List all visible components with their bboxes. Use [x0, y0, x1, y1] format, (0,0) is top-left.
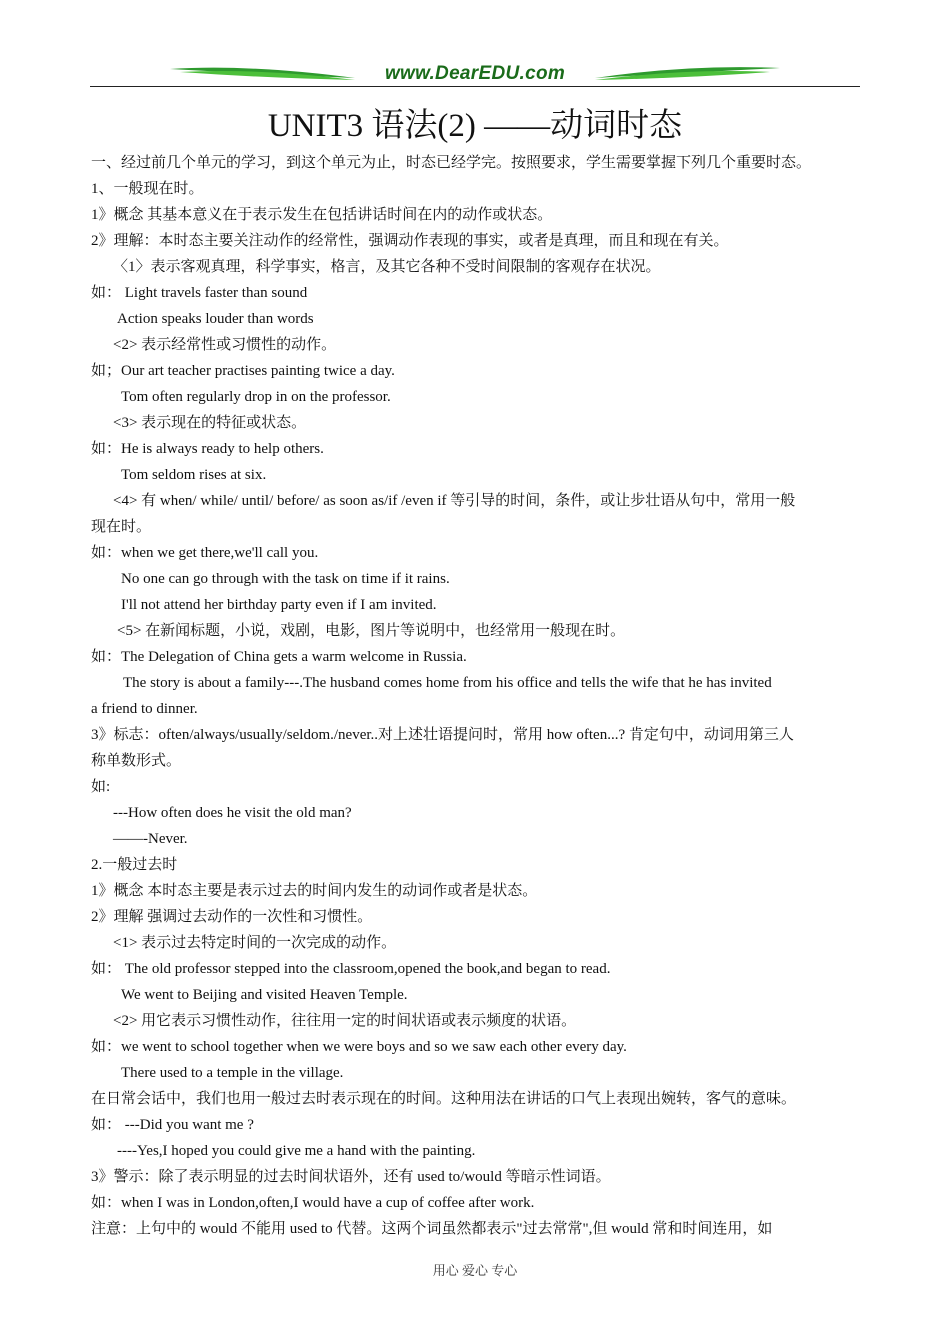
body-line: 1》概念 其基本意义在于表示发生在包括讲话时间在内的动作或状态。 — [91, 207, 553, 223]
body-line: 如： Light travels faster than sound — [91, 285, 308, 301]
body-line: 如：when we get there,we'll call you. — [91, 545, 319, 561]
body-line: Tom seldom rises at six. — [121, 467, 267, 483]
body-line: The story is about a family---.The husband comes home from his office and tells the wife that he has invited — [123, 675, 772, 691]
body-line: ——-Never. — [113, 831, 188, 847]
body-line: a friend to dinner. — [91, 701, 198, 717]
body-line: <2> 用它表示习惯性动作，往往用一定的时间状语或表示频度的状语。 — [113, 1013, 577, 1029]
body-line: There used to a temple in the village. — [121, 1065, 344, 1081]
body-line: 2》理解 强调过去动作的一次性和习惯性。 — [91, 909, 373, 925]
body-line: 称单数形式。 — [91, 753, 182, 769]
body-line: 在日常会话中，我们也用一般过去时表示现在的时间。这种用法在讲话的口气上表现出婉转，客气的意味。 — [91, 1091, 797, 1107]
body-line: 如；Our art teacher practises painting twice a day. — [91, 363, 395, 379]
body-line: 如: — [91, 779, 111, 795]
body-line: Action speaks louder than words — [117, 311, 314, 327]
body-line: 〈1〉表示客观真理，科学事实，格言，及其它各种不受时间限制的客观存在状况。 — [113, 259, 661, 275]
body-line: 如：when I was in London,often,I would have a cup of coffee after work. — [91, 1195, 535, 1211]
body-line: 注意：上句中的 would 不能用 used to 代替。这两个词虽然都表示"过去常常",但 would 常和时间连用，如 — [91, 1221, 773, 1237]
body-line: 2》理解：本时态主要关注动作的经常性，强调动作表现的事实，或者是真理，而且和现在有关。 — [91, 233, 729, 249]
body-line: <1> 表示过去特定时间的一次完成的动作。 — [113, 935, 397, 951]
body-line: 1、一般现在时。 — [91, 181, 204, 197]
body-line: 3》标志：often/always/usually/seldom./never..对上述壮语提问时，常用 how often...? 肯定句中，动词用第三人 — [91, 727, 794, 743]
body-line: Tom often regularly drop in on the professor. — [121, 389, 391, 405]
body-line: We went to Beijing and visited Heaven Temple. — [121, 987, 408, 1003]
body-line: 现在时。 — [91, 519, 152, 535]
body-line: 3》警示：除了表示明显的过去时间状语外，还有 used to/would 等暗示性词语。 — [91, 1169, 611, 1185]
document-body — [91, 150, 861, 1242]
body-line: 一、经过前几个单元的学习，到这个单元为止，时态已经学完。按照要求，学生需要掌握下列几个重要时态。 — [91, 155, 812, 171]
body-line: 如： ---Did you want me ? — [91, 1117, 254, 1133]
body-line: ----Yes,I hoped you could give me a hand with the painting. — [117, 1143, 476, 1159]
body-line: 1》概念 本时态主要是表示过去的时间内发生的动词作或者是状态。 — [91, 883, 538, 899]
body-line: 2.一般过去时 — [91, 857, 178, 873]
body-line: <4> 有 when/ while/ until/ before/ as soon as/if /even if 等引导的时间，条件，或让步壮语从句中，常用一般 — [113, 493, 796, 509]
body-line: ---How often does he visit the old man? — [113, 805, 352, 821]
body-line: 如： The old professor stepped into the classroom,opened the book,and began to read. — [91, 961, 611, 977]
body-line: No one can go through with the task on time if it rains. — [121, 571, 450, 587]
body-line: 如：The Delegation of China gets a warm welcome in Russia. — [91, 649, 467, 665]
body-line: 如：He is always ready to help others. — [91, 441, 324, 457]
page-footer: 用心 爱心 专心 — [432, 1263, 518, 1278]
body-line: <5> 在新闻标题，小说，戏剧，电影，图片等说明中，也经常用一般现在时。 — [117, 623, 626, 639]
body-line: 如：we went to school together when we were boys and so we saw each other every day. — [91, 1039, 627, 1055]
page-title: UNIT3 语法(2) ——动词时态 — [267, 108, 683, 144]
body-line: I'll not attend her birthday party even if I am invited. — [121, 597, 437, 613]
body-line: <2> 表示经常性或习惯性的动作。 — [113, 337, 337, 353]
site-logo-text: www.DearEDU.com — [384, 63, 566, 84]
header-rule — [90, 86, 860, 87]
body-line: <3> 表示现在的特征或状态。 — [113, 415, 307, 431]
